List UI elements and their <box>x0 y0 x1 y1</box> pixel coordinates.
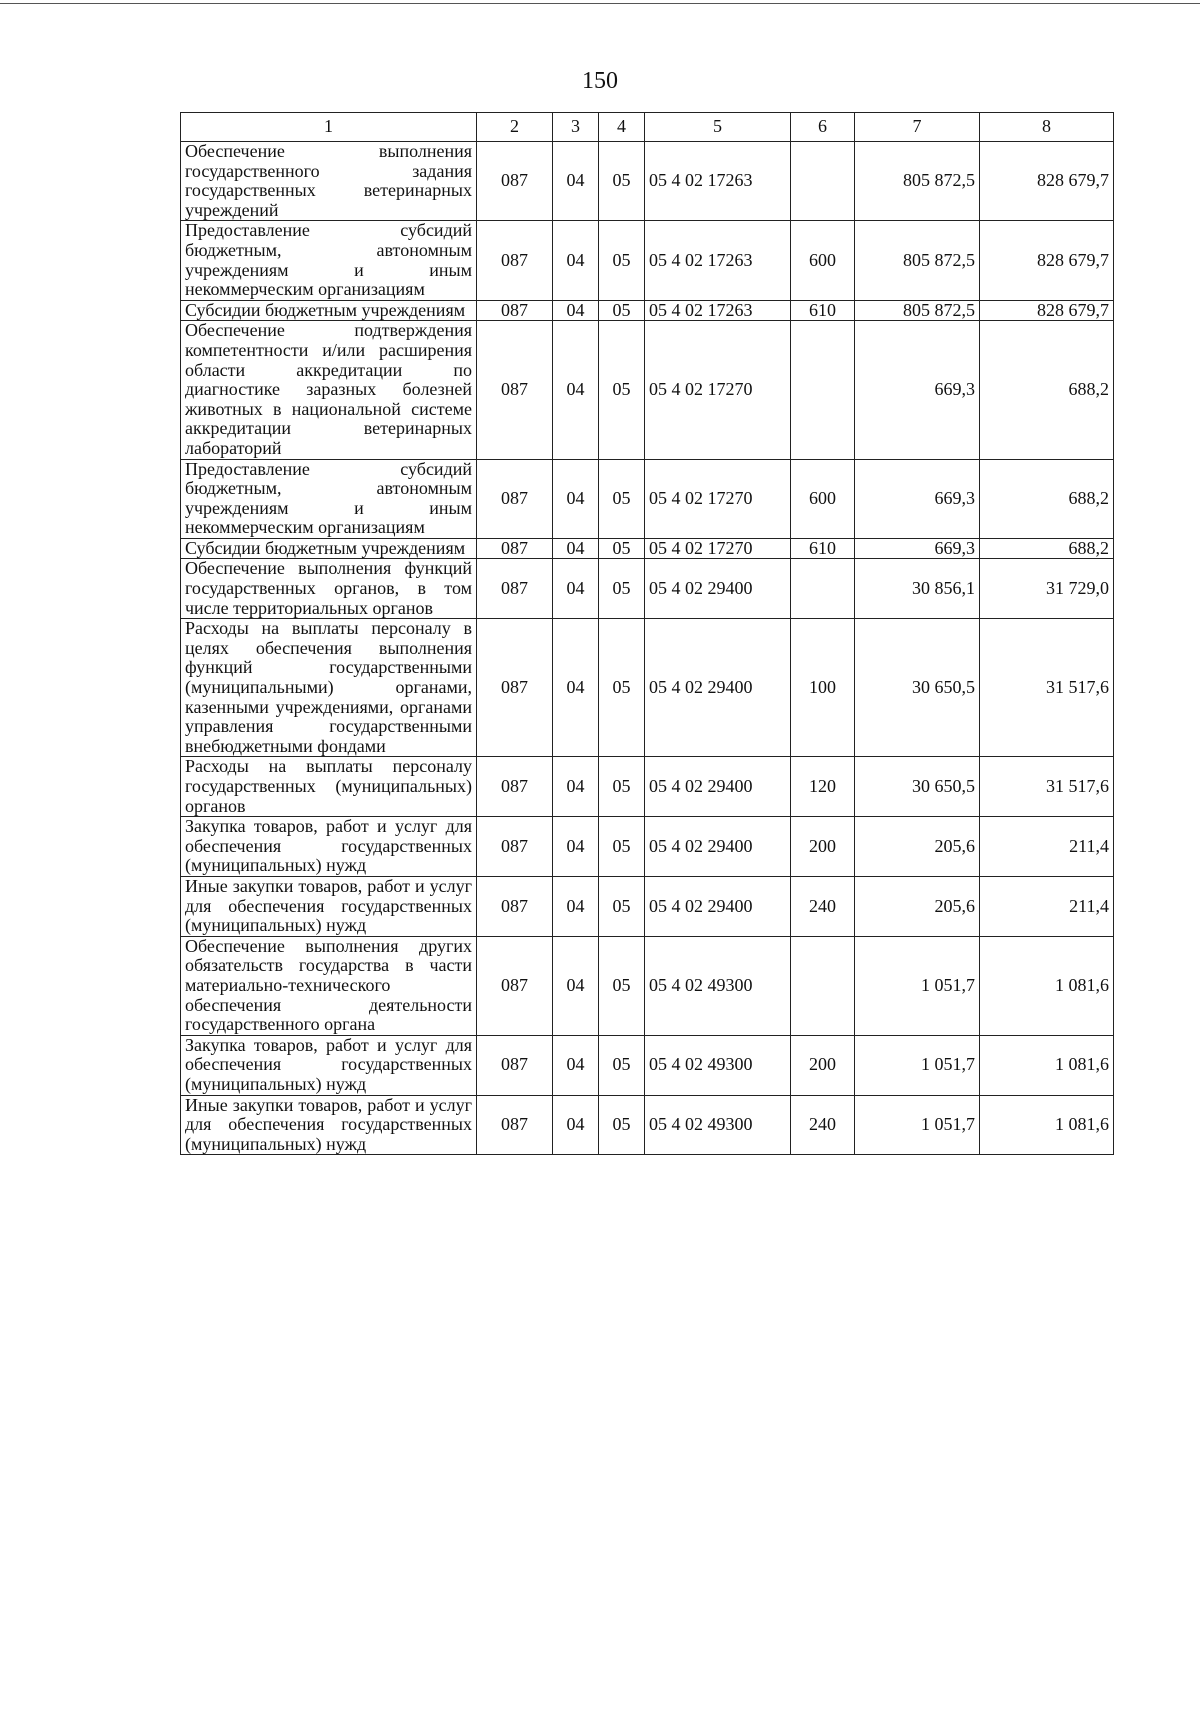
row-ministry-code: 087 <box>477 142 553 221</box>
row-amount-year-1: 1 051,7 <box>855 1095 980 1155</box>
table-row <box>181 1035 1114 1095</box>
row-expense-type: 240 <box>791 876 855 936</box>
header-col-8: 8 <box>980 113 1114 142</box>
row-name: Субсидии бюджетным учреждениям <box>181 300 477 321</box>
header-col-3: 3 <box>553 113 599 142</box>
table-row <box>181 142 1114 221</box>
row-amount-year-1: 669,3 <box>855 321 980 459</box>
row-amount-year-1: 669,3 <box>855 459 980 538</box>
row-amount-year-2: 31 517,6 <box>980 619 1114 757</box>
header-col-1: 1 <box>181 113 477 142</box>
row-amount-year-2: 1 081,6 <box>980 936 1114 1035</box>
row-expense-type: 120 <box>791 757 855 817</box>
row-ministry-code: 087 <box>477 300 553 321</box>
row-section: 04 <box>553 300 599 321</box>
row-amount-year-2: 688,2 <box>980 538 1114 559</box>
row-amount-year-1: 1 051,7 <box>855 1035 980 1095</box>
row-subsection: 05 <box>599 1095 645 1155</box>
row-ministry-code: 087 <box>477 619 553 757</box>
row-ministry-code: 087 <box>477 1095 553 1155</box>
table-row <box>181 876 1114 936</box>
row-amount-year-2: 211,4 <box>980 817 1114 877</box>
row-section: 04 <box>553 559 599 619</box>
row-amount-year-1: 30 650,5 <box>855 757 980 817</box>
row-subsection: 05 <box>599 321 645 459</box>
row-name: Закупка товаров, работ и услуг для обеспечения государственных (муниципальных) нужд <box>181 1035 477 1095</box>
row-target-article: 05 4 02 17263 <box>645 221 791 300</box>
row-expense-type: 200 <box>791 1035 855 1095</box>
row-ministry-code: 087 <box>477 936 553 1035</box>
row-subsection: 05 <box>599 459 645 538</box>
header-row <box>181 113 1114 142</box>
row-amount-year-1: 30 856,1 <box>855 559 980 619</box>
row-amount-year-1: 1 051,7 <box>855 936 980 1035</box>
row-amount-year-2: 688,2 <box>980 459 1114 538</box>
row-ministry-code: 087 <box>477 757 553 817</box>
row-name: Расходы на выплаты персоналу государственных (муниципальных) органов <box>181 757 477 817</box>
row-target-article: 05 4 02 29400 <box>645 619 791 757</box>
row-amount-year-2: 1 081,6 <box>980 1095 1114 1155</box>
table-row <box>181 459 1114 538</box>
row-target-article: 05 4 02 17270 <box>645 538 791 559</box>
row-expense-type: 600 <box>791 459 855 538</box>
row-ministry-code: 087 <box>477 459 553 538</box>
row-ministry-code: 087 <box>477 1035 553 1095</box>
row-name: Предоставление субсидий бюджетным, автономным учреждениям и иным некоммерческим организациям <box>181 221 477 300</box>
row-target-article: 05 4 02 17270 <box>645 321 791 459</box>
table-row <box>181 1095 1114 1155</box>
row-expense-type <box>791 321 855 459</box>
header-col-4: 4 <box>599 113 645 142</box>
row-section: 04 <box>553 321 599 459</box>
row-target-article: 05 4 02 17270 <box>645 459 791 538</box>
table-row <box>181 321 1114 459</box>
row-amount-year-2: 688,2 <box>980 321 1114 459</box>
table-row <box>181 300 1114 321</box>
row-name: Закупка товаров, работ и услуг для обеспечения государственных (муниципальных) нужд <box>181 817 477 877</box>
table-row <box>181 619 1114 757</box>
row-subsection: 05 <box>599 559 645 619</box>
row-expense-type <box>791 936 855 1035</box>
row-target-article: 05 4 02 49300 <box>645 936 791 1035</box>
row-section: 04 <box>553 221 599 300</box>
row-subsection: 05 <box>599 300 645 321</box>
row-section: 04 <box>553 817 599 877</box>
row-target-article: 05 4 02 29400 <box>645 817 791 877</box>
row-amount-year-2: 828 679,7 <box>980 300 1114 321</box>
row-section: 04 <box>553 876 599 936</box>
row-amount-year-2: 31 517,6 <box>980 757 1114 817</box>
row-section: 04 <box>553 142 599 221</box>
row-amount-year-1: 805 872,5 <box>855 221 980 300</box>
row-expense-type: 100 <box>791 619 855 757</box>
row-ministry-code: 087 <box>477 221 553 300</box>
row-section: 04 <box>553 1035 599 1095</box>
row-name: Обеспечение выполнения государственного задания государственных ветеринарных учреждений <box>181 142 477 221</box>
row-subsection: 05 <box>599 817 645 877</box>
row-target-article: 05 4 02 29400 <box>645 559 791 619</box>
table-row <box>181 817 1114 877</box>
header-col-7: 7 <box>855 113 980 142</box>
row-ministry-code: 087 <box>477 817 553 877</box>
row-amount-year-2: 1 081,6 <box>980 1035 1114 1095</box>
row-expense-type: 240 <box>791 1095 855 1155</box>
row-name: Обеспечение выполнения функций государственных органов, в том числе территориальных органов <box>181 559 477 619</box>
table-row <box>181 936 1114 1035</box>
row-name: Расходы на выплаты персоналу в целях обеспечения выполнения функций государственными (муниципальными) органами, казенными учреждениями, органами управления государственными внебюджетными фондами <box>181 619 477 757</box>
row-name: Иные закупки товаров, работ и услуг для обеспечения государственных (муниципальных) нужд <box>181 1095 477 1155</box>
table-row <box>181 757 1114 817</box>
row-amount-year-1: 669,3 <box>855 538 980 559</box>
row-amount-year-2: 828 679,7 <box>980 142 1114 221</box>
row-amount-year-1: 30 650,5 <box>855 619 980 757</box>
row-amount-year-2: 828 679,7 <box>980 221 1114 300</box>
table-row <box>181 559 1114 619</box>
row-amount-year-1: 205,6 <box>855 817 980 877</box>
budget-table <box>180 112 1114 1155</box>
row-section: 04 <box>553 538 599 559</box>
row-subsection: 05 <box>599 221 645 300</box>
row-expense-type: 200 <box>791 817 855 877</box>
row-subsection: 05 <box>599 757 645 817</box>
row-section: 04 <box>553 459 599 538</box>
row-amount-year-1: 805 872,5 <box>855 142 980 221</box>
table-body <box>181 142 1114 1155</box>
row-subsection: 05 <box>599 619 645 757</box>
row-expense-type: 600 <box>791 221 855 300</box>
row-amount-year-1: 205,6 <box>855 876 980 936</box>
row-subsection: 05 <box>599 876 645 936</box>
row-section: 04 <box>553 936 599 1035</box>
row-target-article: 05 4 02 49300 <box>645 1035 791 1095</box>
header-col-2: 2 <box>477 113 553 142</box>
header-col-6: 6 <box>791 113 855 142</box>
row-name: Предоставление субсидий бюджетным, автономным учреждениям и иным некоммерческим организациям <box>181 459 477 538</box>
row-section: 04 <box>553 757 599 817</box>
row-name: Обеспечение выполнения других обязательств государства в части материально-технического обеспечения деятельности государственного органа <box>181 936 477 1035</box>
page-number: 150 <box>582 68 618 94</box>
row-ministry-code: 087 <box>477 876 553 936</box>
table-row <box>181 538 1114 559</box>
row-expense-type <box>791 142 855 221</box>
row-subsection: 05 <box>599 142 645 221</box>
row-subsection: 05 <box>599 1035 645 1095</box>
header-col-5: 5 <box>645 113 791 142</box>
row-section: 04 <box>553 619 599 757</box>
row-section: 04 <box>553 1095 599 1155</box>
row-name: Субсидии бюджетным учреждениям <box>181 538 477 559</box>
row-target-article: 05 4 02 29400 <box>645 757 791 817</box>
row-amount-year-1: 805 872,5 <box>855 300 980 321</box>
row-expense-type <box>791 559 855 619</box>
row-amount-year-2: 31 729,0 <box>980 559 1114 619</box>
table-row <box>181 221 1114 300</box>
row-ministry-code: 087 <box>477 538 553 559</box>
row-amount-year-2: 211,4 <box>980 876 1114 936</box>
row-target-article: 05 4 02 49300 <box>645 1095 791 1155</box>
top-edge-rule <box>0 3 1200 4</box>
row-expense-type: 610 <box>791 300 855 321</box>
row-subsection: 05 <box>599 538 645 559</box>
row-name: Иные закупки товаров, работ и услуг для обеспечения государственных (муниципальных) нужд <box>181 876 477 936</box>
table-header <box>181 113 1114 142</box>
row-ministry-code: 087 <box>477 321 553 459</box>
row-subsection: 05 <box>599 936 645 1035</box>
row-ministry-code: 087 <box>477 559 553 619</box>
row-expense-type: 610 <box>791 538 855 559</box>
row-target-article: 05 4 02 17263 <box>645 300 791 321</box>
row-name: Обеспечение подтверждения компетентности и/или расширения области аккредитации по диагностике заразных болезней животных в национальной системе аккредитации ветеринарных лабораторий <box>181 321 477 459</box>
row-target-article: 05 4 02 29400 <box>645 876 791 936</box>
row-target-article: 05 4 02 17263 <box>645 142 791 221</box>
